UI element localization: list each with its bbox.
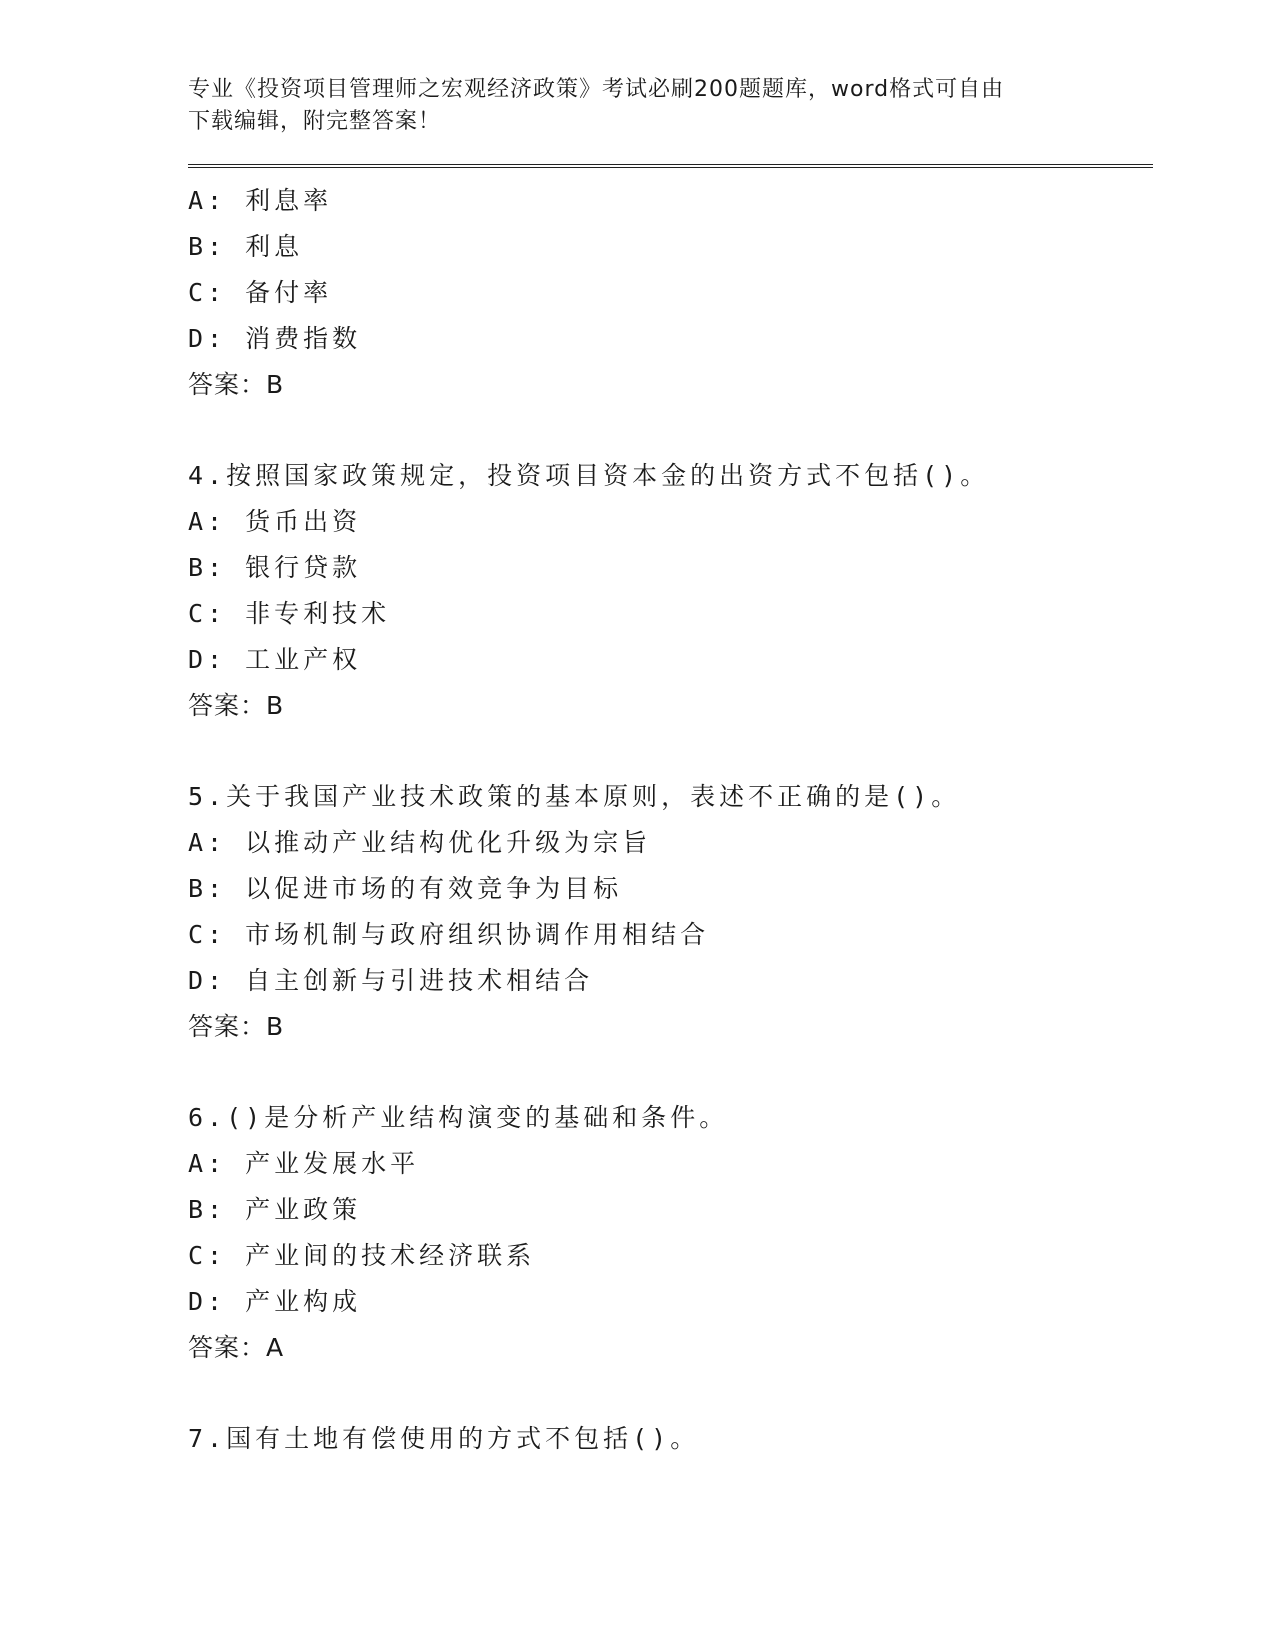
header-divider — [188, 164, 1153, 168]
question-text: 5.关于我国产业技术政策的基本原则，表述不正确的是()。 — [188, 782, 961, 811]
option-d: D: 消费指数 — [188, 324, 362, 353]
question-block-6 — [188, 1095, 1153, 1371]
document-header — [188, 74, 1153, 138]
question-block-5 — [188, 774, 1153, 1050]
question-text: 6.()是分析产业结构演变的基础和条件。 — [188, 1103, 729, 1132]
option-c: C: 非专利技术 — [188, 599, 391, 628]
answer-line: 答案：B — [188, 691, 285, 720]
question-text: 4.按照国家政策规定，投资项目资本金的出资方式不包括()。 — [188, 461, 990, 490]
answer-line: 答案：B — [188, 1012, 285, 1041]
option-b: B: 银行贷款 — [188, 553, 362, 582]
option-d: D: 工业产权 — [188, 645, 362, 674]
question-block-3 — [188, 178, 1153, 408]
option-d: D: 产业构成 — [188, 1287, 362, 1316]
option-c: C: 市场机制与政府组织协调作用相结合 — [188, 920, 710, 949]
document-page — [188, 74, 1153, 1462]
answer-line: 答案：B — [188, 370, 285, 399]
header-line-1: 专业《投资项目管理师之宏观经济政策》考试必刷200题题库，word格式可自由 — [188, 77, 1005, 102]
option-b: B: 产业政策 — [188, 1195, 362, 1224]
option-b: B: 利息 — [188, 232, 304, 261]
option-c: C: 备付率 — [188, 278, 333, 307]
question-text: 7.国有土地有偿使用的方式不包括()。 — [188, 1424, 700, 1453]
option-c: C: 产业间的技术经济联系 — [188, 1241, 536, 1270]
question-block-4 — [188, 453, 1153, 729]
option-b: B: 以促进市场的有效竞争为目标 — [188, 874, 623, 903]
option-a: A: 利息率 — [188, 186, 333, 215]
answer-line: 答案：A — [188, 1333, 285, 1362]
header-line-2: 下载编辑，附完整答案！ — [188, 109, 442, 134]
option-a: A: 产业发展水平 — [188, 1149, 420, 1178]
question-block-7 — [188, 1416, 1153, 1462]
option-a: A: 以推动产业结构优化升级为宗旨 — [188, 828, 652, 857]
option-d: D: 自主创新与引进技术相结合 — [188, 966, 594, 995]
option-a: A: 货币出资 — [188, 507, 362, 536]
